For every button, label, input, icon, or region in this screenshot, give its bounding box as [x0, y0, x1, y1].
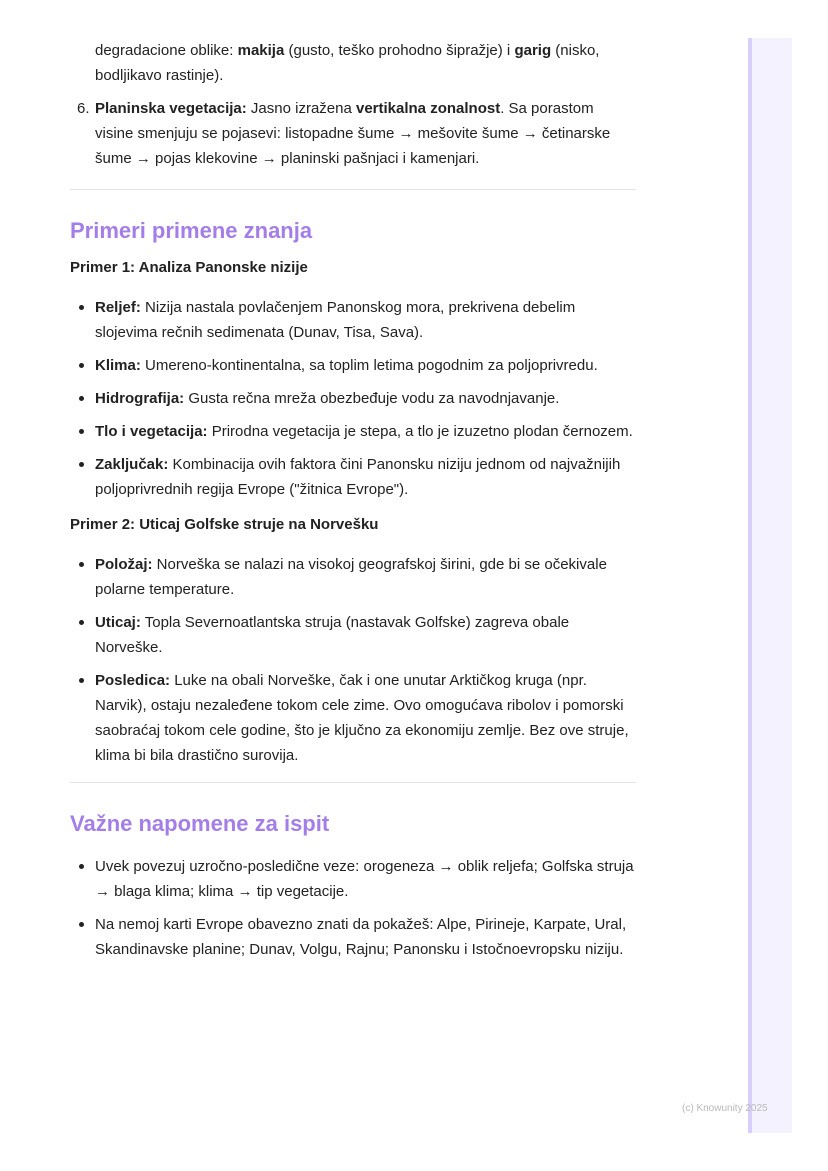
term-garig: garig [514, 42, 552, 59]
item-text: Uvek povezuj uzročno-posledične veze: orogeneza → oblik reljefa; Golfska struja → blaga klima; klima → tip vegetacije. [95, 858, 634, 900]
list-item-continuation [70, 38, 636, 88]
item-text: Gusta rečna mreža obezbeđuje vodu za navodnjavanje. [184, 390, 560, 407]
list-number: 6. [77, 100, 90, 117]
item-text: Umereno-kontinentalna, sa toplim letima pogodnim za poljoprivredu. [140, 357, 598, 374]
item-text: Nizija nastala povlačenjem Panonskog mora, prekrivena debelim slojevima rečnih sedimenata (Dunav, Tisa, Sava). [95, 299, 576, 341]
item-label: Klima: [95, 357, 141, 374]
item-text: Na nemoj karti Evrope obavezno znati da pokažeš: Alpe, Pirineje, Karpate, Ural, Skandinavske planine; Dunav, Volgu, Rajnu; Panonsku i Istočnoevropsku niziju. [95, 916, 627, 958]
item-label: Hidrografija: [95, 390, 185, 407]
item-text: degradacione oblike: [95, 42, 238, 59]
item-text: Prirodna vegetacija je stepa, a tlo je izuzetno plodan černozem. [207, 423, 633, 440]
divider [70, 782, 636, 783]
section-heading-examples: Primeri primene znanja [70, 218, 313, 243]
example-2-title: Primer 2: Uticaj Golfske struje na Norvešku [70, 516, 379, 533]
term-makija: makija [237, 42, 285, 59]
item-label: Tlo i vegetacija: [95, 423, 208, 440]
list-item [70, 452, 636, 502]
list-item [70, 295, 636, 345]
list-item [70, 552, 636, 602]
item-text: Jasno izražena [246, 100, 356, 117]
list-item [70, 353, 636, 378]
item-label: Zaključak: [95, 456, 169, 473]
copyright-footer: (c) Knowunity 2025 [682, 1103, 768, 1114]
item-text: (gusto, teško prohodno šipražje) i [284, 42, 515, 59]
list-item [70, 912, 636, 962]
item-label: Posledica: [95, 672, 171, 689]
item-text: . Sa porastom visine smenjuju se pojasevi: listopadne šume → mešovite šume → četinarske šume → pojas klekovine → planinski pašnjaci i kamenjari. [95, 100, 611, 167]
item-text: Kombinacija ovih faktora čini Panonsku niziju jednom od najvažnijih poljoprivrednih regija Evrope ("žitnica Evrope"). [95, 456, 621, 498]
term-vertikalna-zonalnost: vertikalna zonalnost [355, 100, 501, 117]
vegetation-list [70, 38, 636, 171]
example-2-list [70, 552, 636, 768]
list-item-6 [70, 96, 636, 171]
item-text: Luke na obali Norveške, čak i one unutar Arktičkog kruga (npr. Narvik), ostaju nezaleđene tokom cele zime. Ovo omogućava ribolov i pomorski saobraćaj tokom cele godine, što je ključno za ekonomiju zemlje. Bez ove struje, klima bi bila drastično surovija. [95, 672, 629, 764]
section-heading-notes: Važne napomene za ispit [70, 811, 330, 836]
list-item [70, 419, 636, 444]
list-item [70, 854, 636, 904]
notes-list [70, 854, 636, 962]
list-item [70, 668, 636, 768]
sidebar-strip [748, 38, 792, 1133]
item-label: Položaj: [95, 556, 153, 573]
item-label: Uticaj: [95, 614, 141, 631]
list-item [70, 386, 636, 411]
item-label: Planinska vegetacija: [95, 100, 247, 117]
item-text: Norveška se nalazi na visokoj geografskoj širini, gde bi se očekivale polarne temperature. [95, 556, 607, 598]
list-item [70, 610, 636, 660]
document-content [70, 38, 636, 970]
item-text: (nisko, bodljikavo rastinje). [95, 42, 600, 84]
item-label: Reljef: [95, 299, 141, 316]
divider [70, 189, 636, 190]
example-1-title: Primer 1: Analiza Panonske nizije [70, 259, 308, 276]
item-text: Topla Severnoatlantska struja (nastavak Golfske) zagreva obale Norveške. [95, 614, 570, 656]
example-1-list [70, 295, 636, 502]
